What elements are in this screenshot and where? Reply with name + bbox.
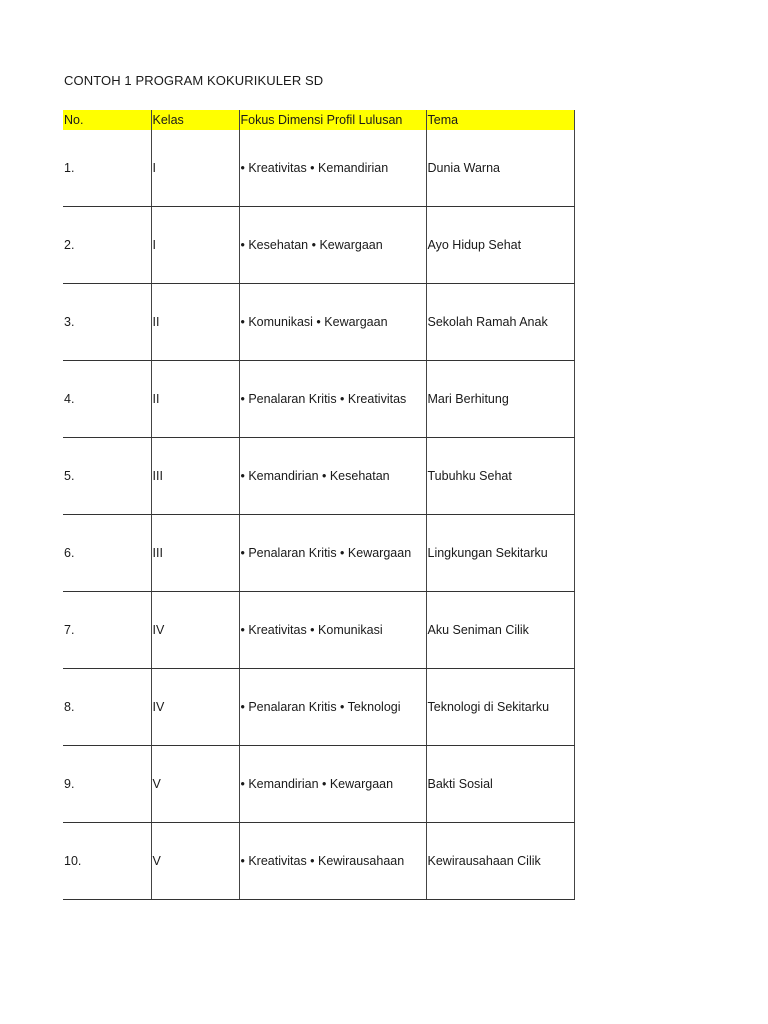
table-row — [63, 130, 574, 207]
cell-tema: Tubuhku Sehat — [426, 438, 574, 515]
cell-fokus: • Komunikasi • Kewargaan — [239, 284, 426, 361]
cell-fokus: • Kreativitas • Komunikasi — [239, 592, 426, 669]
cell-no: 1. — [63, 130, 151, 207]
cell-kelas: V — [151, 746, 239, 823]
cell-tema: Kewirausahaan Cilik — [426, 823, 574, 900]
cell-tema: Aku Seniman Cilik — [426, 592, 574, 669]
cell-no: 8. — [63, 669, 151, 746]
cell-kelas: III — [151, 438, 239, 515]
cell-fokus: • Kreativitas • Kewirausahaan — [239, 823, 426, 900]
header-kelas: Kelas — [151, 110, 239, 130]
cell-no: 6. — [63, 515, 151, 592]
cell-kelas: I — [151, 207, 239, 284]
table-row — [63, 207, 574, 284]
cell-tema: Dunia Warna — [426, 130, 574, 207]
cell-tema: Sekolah Ramah Anak — [426, 284, 574, 361]
table-row — [63, 592, 574, 669]
header-no: No. — [63, 110, 151, 130]
header-fokus: Fokus Dimensi Profil Lulusan — [239, 110, 426, 130]
table-row — [63, 669, 574, 746]
page-title: CONTOH 1 PROGRAM KOKURIKULER SD — [64, 73, 324, 88]
table-row — [63, 746, 574, 823]
cell-fokus: • Penalaran Kritis • Kewargaan — [239, 515, 426, 592]
cell-tema: Ayo Hidup Sehat — [426, 207, 574, 284]
cell-fokus: • Kreativitas • Kemandirian — [239, 130, 426, 207]
header-tema: Tema — [426, 110, 574, 130]
cell-no: 5. — [63, 438, 151, 515]
table-row — [63, 515, 574, 592]
cell-kelas: II — [151, 284, 239, 361]
cell-no: 2. — [63, 207, 151, 284]
cell-no: 9. — [63, 746, 151, 823]
table-row — [63, 361, 574, 438]
cell-kelas: II — [151, 361, 239, 438]
cell-no: 10. — [63, 823, 151, 900]
cell-no: 4. — [63, 361, 151, 438]
table-header-row — [63, 110, 574, 130]
cell-kelas: V — [151, 823, 239, 900]
cell-fokus: • Penalaran Kritis • Kreativitas — [239, 361, 426, 438]
cell-fokus: • Kesehatan • Kewargaan — [239, 207, 426, 284]
cell-no: 3. — [63, 284, 151, 361]
program-table — [63, 110, 575, 900]
cell-tema: Lingkungan Sekitarku — [426, 515, 574, 592]
cell-kelas: IV — [151, 669, 239, 746]
cell-kelas: III — [151, 515, 239, 592]
cell-kelas: I — [151, 130, 239, 207]
cell-tema: Mari Berhitung — [426, 361, 574, 438]
cell-fokus: • Kemandirian • Kesehatan — [239, 438, 426, 515]
cell-no: 7. — [63, 592, 151, 669]
table-row — [63, 438, 574, 515]
cell-kelas: IV — [151, 592, 239, 669]
cell-fokus: • Penalaran Kritis • Teknologi — [239, 669, 426, 746]
table-row — [63, 284, 574, 361]
table-row — [63, 823, 574, 900]
cell-tema: Bakti Sosial — [426, 746, 574, 823]
cell-tema: Teknologi di Sekitarku — [426, 669, 574, 746]
cell-fokus: • Kemandirian • Kewargaan — [239, 746, 426, 823]
